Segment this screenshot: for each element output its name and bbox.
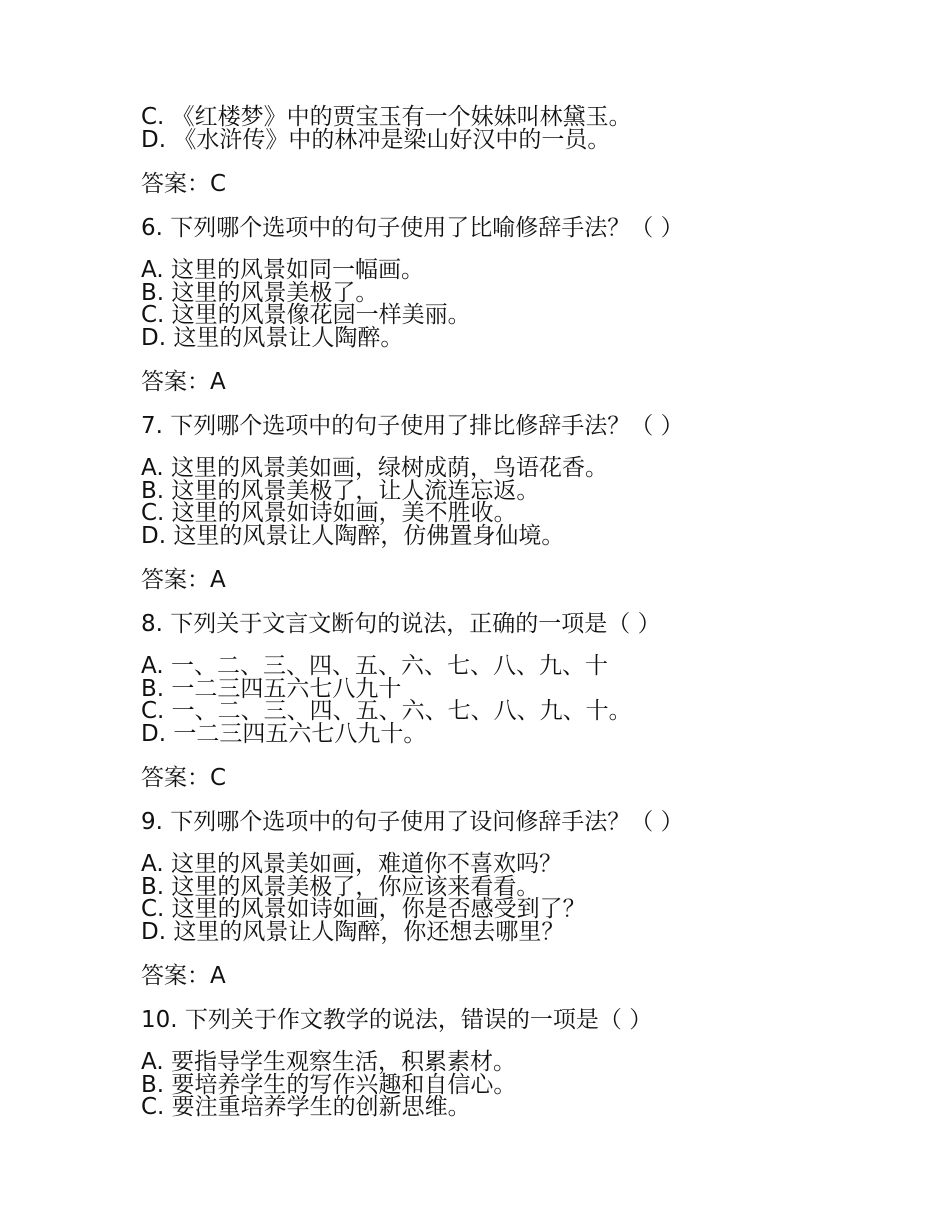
answer-q9: 答案：A	[141, 963, 226, 989]
option-b: B. 一二三四五六七八九十	[141, 675, 402, 702]
option-a: A. 这里的风景美如画，难道你不喜欢吗？	[141, 851, 562, 877]
options-q7	[141, 457, 901, 547]
option-b: B. 这里的风景美极了，让人流连忘返。	[141, 477, 540, 504]
answer-q5: 答案：C	[141, 171, 227, 197]
option-a: A. 这里的风景美如画，绿树成荫，鸟语花香。	[141, 455, 608, 481]
option-d: D. 一二三四五六七八九十。	[141, 720, 427, 747]
question-10: 10. 下列关于作文教学的说法，错误的一项是（ ）	[141, 1007, 653, 1033]
option-b: B. 要培养学生的写作兴趣和自信心。	[141, 1071, 517, 1098]
answer-q7: 答案：A	[141, 567, 226, 593]
options-q6	[141, 259, 901, 349]
option-a: A. 一、二、三、四、五、六、七、八、九、十	[141, 653, 608, 679]
question-9: 9. 下列哪个选项中的句子使用了设问修辞手法？（ ）	[141, 809, 684, 835]
option-d: D. 《水浒传》中的林冲是梁山好汉中的一员。	[141, 126, 611, 153]
question-8: 8. 下列关于文言文断句的说法，正确的一项是（ ）	[141, 611, 661, 637]
option-c: C. 这里的风景像花园一样美丽。	[141, 302, 471, 328]
option-c: C. 这里的风景如诗如画，美不胜收。	[141, 500, 517, 526]
option-c: C. 《红楼梦》中的贾宝玉有一个妹妹叫林黛玉。	[141, 104, 632, 130]
document-page	[141, 106, 901, 1119]
option-a: A. 要指导学生观察生活，积累素材。	[141, 1049, 516, 1075]
option-d: D. 这里的风景让人陶醉。	[141, 324, 404, 351]
answer-q6: 答案：A	[141, 369, 226, 395]
options-q10	[141, 1051, 901, 1119]
option-b: B. 这里的风景美极了。	[141, 279, 379, 306]
options-q5	[141, 106, 901, 151]
option-d: D. 这里的风景让人陶醉，你还想去哪里？	[141, 918, 565, 945]
options-q8	[141, 655, 901, 745]
option-c: C. 要注重培养学生的创新思维。	[141, 1094, 471, 1120]
option-d: D. 这里的风景让人陶醉，仿佛置身仙境。	[141, 522, 565, 549]
question-7: 7. 下列哪个选项中的句子使用了排比修辞手法？（ ）	[141, 413, 684, 439]
option-a: A. 这里的风景如同一幅画。	[141, 257, 424, 283]
option-c: C. 这里的风景如诗如画，你是否感受到了？	[141, 896, 586, 922]
option-b: B. 这里的风景美极了，你应该来看看。	[141, 873, 540, 900]
answer-q8: 答案：C	[141, 765, 227, 791]
option-c: C. 一、二、三、四、五、六、七、八、九、十。	[141, 698, 632, 724]
options-q9	[141, 853, 901, 943]
question-6: 6. 下列哪个选项中的句子使用了比喻修辞手法？（ ）	[141, 215, 684, 241]
